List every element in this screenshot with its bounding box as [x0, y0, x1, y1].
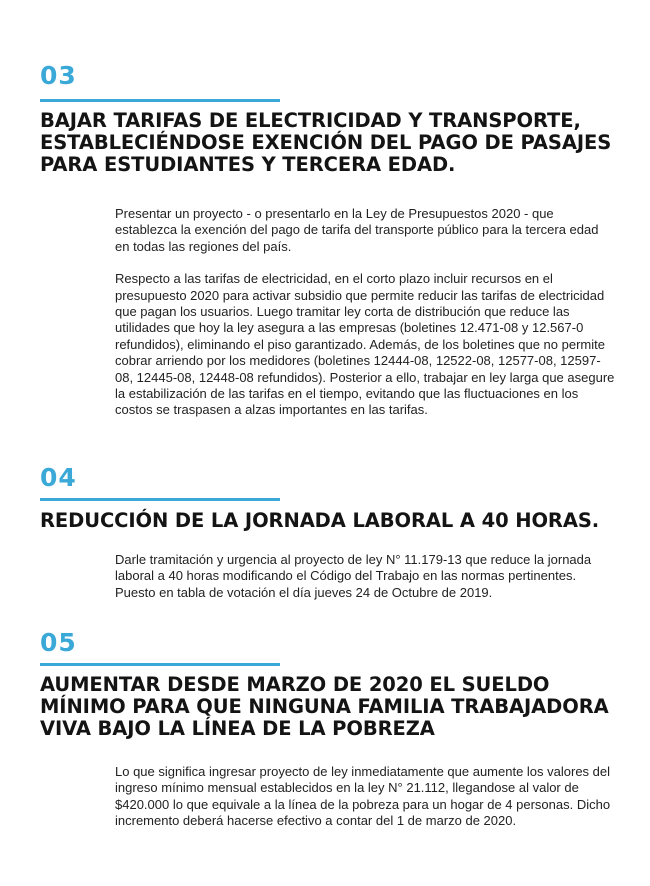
section-body	[115, 206, 615, 419]
paragraph: Presentar un proyecto - o presentarlo en la Ley de Presupuestos 2020 - que establezca la exención del pago de tarifa del transporte público para la tercera edad en todas las regiones del país.	[115, 206, 599, 254]
section-number: 03	[40, 61, 77, 90]
section-heading: BAJAR TARIFAS DE ELECTRICIDAD Y TRANSPORTE, ESTABLECIÉNDOSE EXENCIÓN DEL PAGO DE PASAJES PARA ESTUDIANTES Y TERCERA EDAD.	[40, 109, 612, 176]
section-body	[115, 552, 615, 601]
section-divider	[40, 498, 280, 501]
section-number: 05	[40, 628, 77, 657]
section-divider	[40, 99, 280, 102]
section-number: 04	[40, 463, 77, 492]
paragraph: Respecto a las tarifas de electricidad, en el corto plazo incluir recursos en el presupuesto 2020 para activar subsidio que permite reducir las tarifas de electricidad que pagan los usuarios. Luego tramitar ley corta de distribución que reduce las utilidades que hoy la ley asegura a las empresas (boletines 12.471-08 y 12.567-0 refundidos), eliminando el piso garantizado. Además, de los boletines que no permite cobrar arriendo por los medidores (boletines 12444-08, 12522-08, 12577-08, 12597-08, 12445-08, 12448-08 refundidos). Posterior a ello, trabajar en ley larga que asegure la estabilización de las tarifas en el tiempo, evitando que las fluctuaciones en los costos se traspasen a alzas importantes en las tarifas.	[115, 271, 615, 418]
section-body	[115, 764, 615, 830]
section-heading: REDUCCIÓN DE LA JORNADA LABORAL A 40 HORAS.	[40, 509, 600, 532]
paragraph: Lo que significa ingresar proyecto de ley inmediatamente que aumente los valores del ingreso mínimo mensual establecidos en la ley N° 21.112, llegandose al valor de $420.000 lo que equivale a la línea de la pobreza para un hogar de 4 personas. Dicho incremento deberá hacerse efectivo a contar del 1 de marzo de 2020.	[115, 764, 611, 829]
section-divider	[40, 663, 280, 666]
section-heading: AUMENTAR DESDE MARZO DE 2020 EL SUELDO MÍNIMO PARA QUE NINGUNA FAMILIA TRABAJADORA VIVA BAJO LA LÍNEA DE LA POBREZA	[40, 673, 609, 740]
paragraph: Darle tramitación y urgencia al proyecto de ley N° 11.179-13 que reduce la jornada laboral a 40 horas modificando el Código del Trabajo en las normas pertinentes. Puesto en tabla de votación el día jueves 24 de Octubre de 2019.	[115, 552, 592, 600]
